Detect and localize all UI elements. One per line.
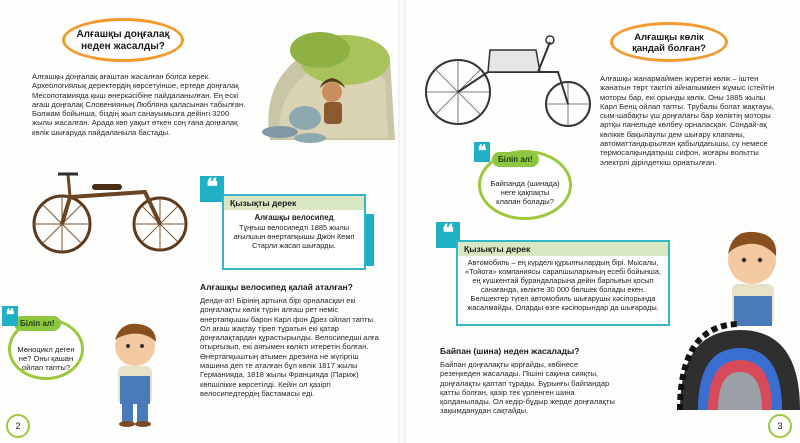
left-fact-accent: [366, 214, 374, 266]
left-boy-illustration: [90, 318, 180, 428]
right-title-line2: қандай болған?: [632, 43, 706, 54]
benz-car-illustration: [418, 14, 608, 144]
left-title-line1: Алғашқы доңғалақ: [76, 29, 170, 40]
left-quote-icon: ❝: [200, 176, 224, 202]
left-know-quote-icon: ❝: [2, 306, 18, 326]
draisine-illustration: [30, 162, 190, 262]
right-fact-text: Автомобиль – ең күрделі құрылғылардың бірі. Мысалы, «Тойота» компаниясы сарапшыларының есебі бойынша, ең күшкентай бурандаларына дейін барлығын қосып санағанда, көлікте 30 000 бөлшек болады екен. Бөлшектер түгел автомобиль шығарушы кәсіпорында жасалмайды. Оларды өзге кәсіпорындар да шығарады.: [464, 258, 662, 312]
right-title-line1: Алғашқы көлік: [634, 32, 704, 43]
right-quote-icon: ❝: [436, 222, 460, 248]
left-section-text: Денди-ат! Бірінің артына бірі орналасқан екі доңғалақты көлік түрін алғаш рет неміс өнертапқышы барон Карл фон Дрез ойлап тапты. Ол ағаш жақтау тіреп тұратын екі қатар доңғалақтардан құрастырылды. Велосипедші алға отырғызып, екі аяғымен көлікті итеретін болған. Өнертапқыштың атымен дрезина не жүгіргіш машина деп те аталған бұл көлік 1817 жылы Германияда, 1818 жылы Францияда (Париж) көпшілікке көрсетілді. Кейін ол қазіргі велосипедтердің бастамасы еді.: [200, 296, 379, 398]
caveman-illustration: [250, 20, 400, 150]
right-fact-box: [456, 240, 670, 326]
right-title-bubble: [610, 22, 728, 62]
right-section-title: Байпан (шина) неден жасалады?: [440, 346, 580, 356]
right-know-tag: Біліп ал!: [492, 152, 539, 167]
left-title-bubble: [62, 18, 184, 62]
right-know-question: Байпанда (шинада) неге қақпақты клапан болады?: [490, 179, 560, 206]
right-intro-text: Алғашқы жанармаймен жүретін көлік – іштен жанатын төрт тактілі айналыммен жұмыс істейтін моторы бар, екі орынды көлік. Оны 1885 жылы Карл Бенц ойлап тапты. Трубалы болат жақтауы, сым-шабақты үш доңғалағы бар көліктің моторы артқы панельде көлбеу орналасқан. Сондай-ақ көлікке бақылаулы дем шығару клапаны, автоматтандырылған қабылдағышы, су немесе термосалқындатқыш сифон, жоғары вольтты электрлі дірілдеткіш орнатылған.: [600, 74, 775, 167]
right-boy-tire-illustration: [660, 220, 800, 440]
right-know-quote-icon: ❝: [474, 142, 490, 162]
left-title-line2: неден жасалды?: [81, 41, 165, 52]
right-fact-title: Қызықты дерек: [458, 242, 668, 256]
left-know-tag: Біліп ал!: [14, 316, 61, 331]
right-section-text: Байпан доңғалақты қорғайды, көбінесе резеңкеден жасалады. Пішіні сақина сияқты, доңғалақты қаптап тұрады. Бұрынғы байпандар қатты болған, қазір тек үрленген шина қолданылады. Ол кедір-бұдыр жерде доңғалақты зақымданудан сақтайды.: [440, 360, 615, 416]
left-know-question: Мөноцикл деген не? Оны қашан ойлап тапты?: [17, 345, 75, 372]
right-page-number: 3: [768, 414, 792, 438]
left-fact-title: Қызықты дерек: [224, 196, 364, 210]
left-fact-box: [222, 194, 366, 270]
left-intro-text: Алғашқы доңғалақ ағаштан жасалған болса керек. Археологиялық деректердің көрсетуінше, ертеде доңғалақ Месопотамияда қыш өнеркәсібіне пайдаланылған. Ең ескі ағаш доңғалақ Словенияның Любляна қаласынан табылған. Болжам бойынша, біздің жыл санауымызға дейінгі 3200 жылы жасалған. Арада көп уақыт өткен соң ғана доңғалақ көлік шығаруда пайдаланыла бастады.: [32, 72, 246, 137]
left-page-number: 2: [6, 414, 30, 438]
left-fact-text: Тұңғыш велосипедті 1885 жылы ағылшын өнертапқышы Джон Кемп Старли жасап шығарды.: [233, 223, 355, 250]
left-section-title: Алғашқы велосипед қалай аталған?: [200, 282, 353, 292]
left-fact-subtitle: Алғашқы велосипед: [254, 213, 334, 222]
